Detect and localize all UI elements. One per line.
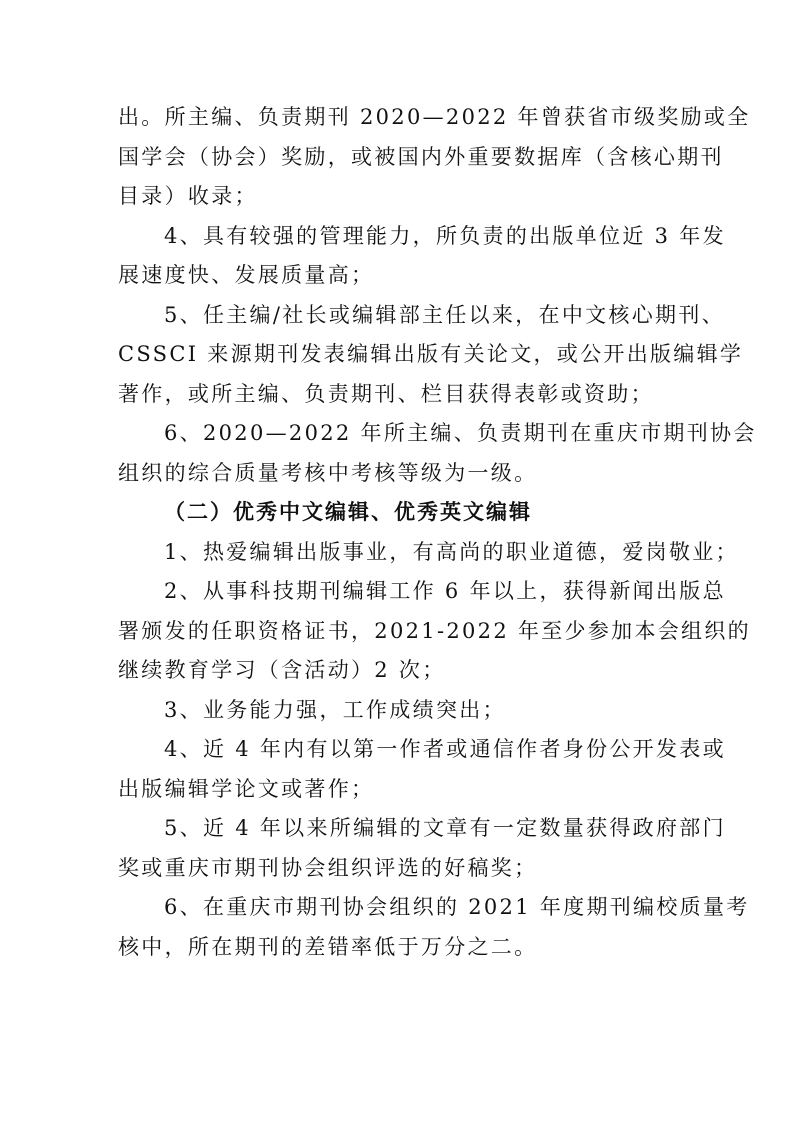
text-line: 6、在重庆市期刊协会组织的 2021 年度期刊编校质量考 [164, 895, 750, 919]
text-line: 展速度快、发展质量高； [118, 263, 375, 287]
text-line: 国学会（协会）奖励，或被国内外重要数据库（含核心期刊 [118, 144, 724, 169]
text-line: 署颁发的任职资格证书，2021-2022 年至少参加本会组织的 [118, 618, 751, 643]
text-line: 组织的综合质量考核中考核等级为一级。 [118, 460, 538, 485]
text-line: 2、从事科技期刊编辑工作 6 年以上，获得新闻出版总 [164, 579, 726, 603]
text-line: 著作，或所主编、负责期刊、栏目获得表彰或资助； [118, 381, 654, 406]
text-line: 核中，所在期刊的差错率低于万分之二。 [118, 934, 538, 959]
text-line: 出。所主编、负责期刊 2020—2022 年曾获省市级奖励或全 [118, 105, 751, 129]
text-line: 1、热爱编辑出版事业，有高尚的职业道德，爱岗敬业； [164, 539, 739, 564]
text-line: 5、近 4 年以来所编辑的文章有一定数量获得政府部门 [164, 816, 726, 840]
text-line: 奖或重庆市期刊协会组织评选的好稿奖； [118, 855, 538, 880]
text-line: 5、任主编/社长或编辑部主任以来，在中文核心期刊、 [164, 302, 725, 327]
text-line: 出版编辑学论文或著作； [118, 776, 375, 801]
text-line: 6、2020—2022 年所主编、负责期刊在重庆市期刊协会 [164, 421, 757, 445]
text-line: 4、近 4 年内有以第一作者或通信作者身份公开发表或 [164, 737, 726, 761]
text-line: 4、具有较强的管理能力，所负责的出版单位近 3 年发 [164, 223, 726, 248]
text-line: 继续教育学习（含活动）2 次； [118, 658, 446, 682]
text-line: 目录）收录； [118, 184, 258, 208]
text-line: CSSCI 来源期刊发表编辑出版有关论文，或公开出版编辑学 [118, 342, 744, 366]
document-body [118, 98, 757, 967]
text-line: 3、业务能力强，工作成绩突出； [164, 697, 506, 722]
section-heading: （二）优秀中文编辑、优秀英文编辑 [164, 500, 532, 524]
